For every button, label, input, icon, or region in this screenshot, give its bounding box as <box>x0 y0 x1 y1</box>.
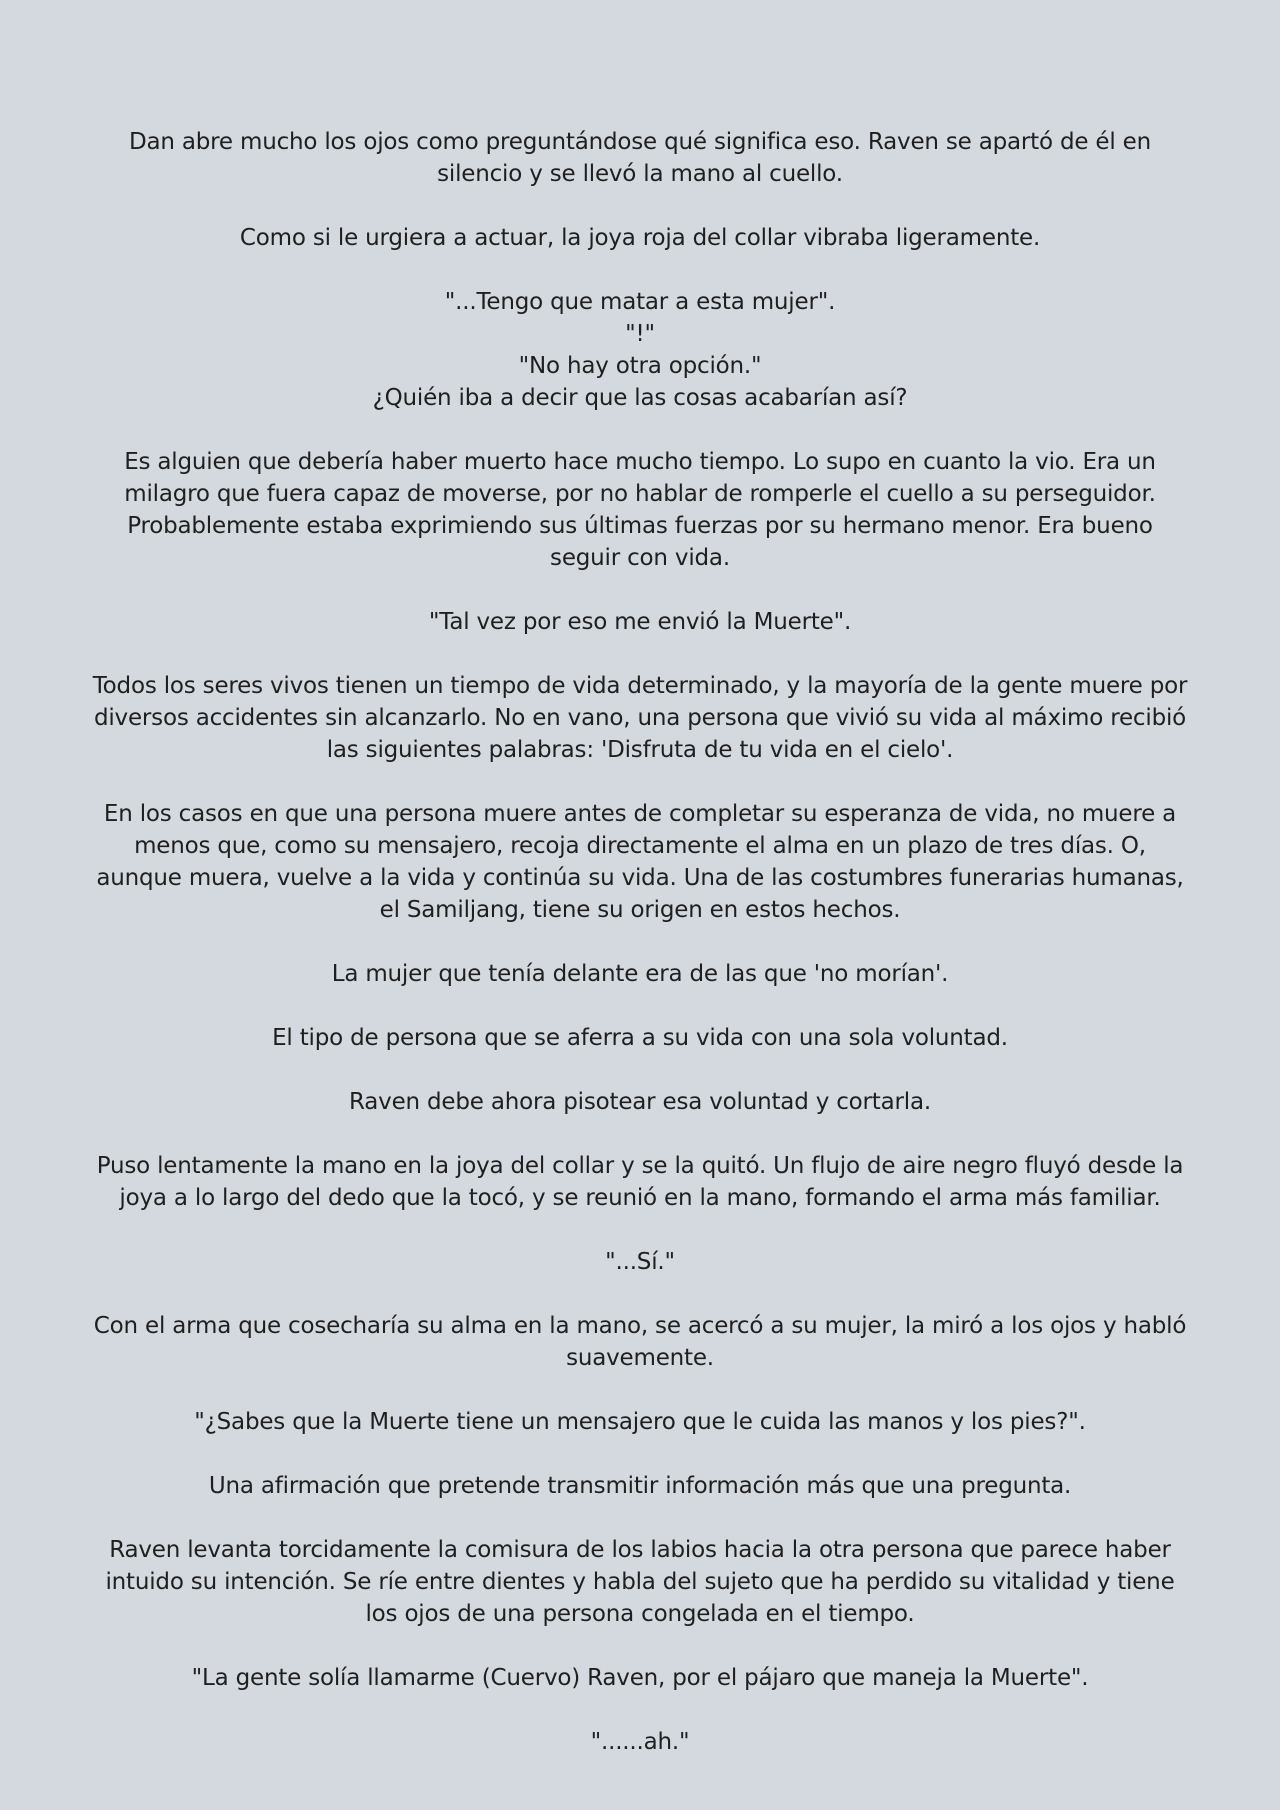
dialogue-line-1: "...Tengo que matar a esta mujer". <box>444 289 836 315</box>
paragraph-8: El tipo de persona que se aferra a su vida con una sola voluntad. <box>272 1025 1008 1051</box>
paragraph-13: "¿Sabes que la Muerte tiene un mensajero que le cuida las manos y los pies?". <box>194 1409 1086 1435</box>
paragraph-12: Con el arma que cosecharía su alma en la mano, se acercó a su mujer, la miró a los ojos y habló suavemente. <box>93 1313 1187 1371</box>
paragraph-3: Es alguien que debería haber muerto hace mucho tiempo. Lo supo en cuanto la vio. Era un milagro que fuera capaz de moverse, por no hablar de romperle el cuello a su perseguidor. Probablemente estaba exprimiendo sus últimas fuerzas por su hermano menor. Era bueno seguir con vida. <box>124 449 1156 571</box>
dialogue-line-4: ¿Quién iba a decir que las cosas acabarían así? <box>372 385 908 411</box>
paragraph-10: Puso lentamente la mano en la joya del collar y se la quitó. Un flujo de aire negro fluyó desde la joya a lo largo del dedo que la tocó, y se reunió en la mano, formando el arma más familiar. <box>96 1153 1184 1211</box>
paragraph-9: Raven debe ahora pisotear esa voluntad y cortarla. <box>349 1089 931 1115</box>
paragraph-16: "La gente solía llamarme (Cuervo) Raven, por el pájaro que maneja la Muerte". <box>191 1665 1089 1691</box>
paragraph-6: En los casos en que una persona muere antes de completar su esperanza de vida, no muere a menos que, como su mensajero, recoja directamente el alma en un plazo de tres días. O, aunque muera, vuelve a la vida y continúa su vida. Una de las costumbres funerarias humanas, el Samiljang, tiene su origen en estos hechos. <box>96 801 1184 923</box>
paragraph-7: La mujer que tenía delante era de las que 'no morían'. <box>331 961 949 987</box>
paragraph-4: "Tal vez por eso me envió la Muerte". <box>428 609 852 635</box>
paragraph-17: "......ah." <box>590 1729 690 1755</box>
dialogue-line-3: "No hay otra opción." <box>518 353 762 379</box>
paragraph-1: Dan abre mucho los ojos como preguntándose qué significa eso. Raven se apartó de él en silencio y se llevó la mano al cuello. <box>128 129 1152 187</box>
paragraph-14: Una afirmación que pretende transmitir información más que una pregunta. <box>208 1473 1072 1499</box>
dialogue-line-2: "!" <box>625 321 655 347</box>
paragraph-11: "...Sí." <box>605 1249 675 1275</box>
paragraph-15: Raven levanta torcidamente la comisura de los labios hacia la otra persona que parece haber intuido su intención. Se ríe entre dientes y habla del sujeto que ha perdido su vitalidad y tiene los ojos de una persona congelada en el tiempo. <box>105 1537 1175 1627</box>
paragraph-2: Como si le urgiera a actuar, la joya roja del collar vibraba ligeramente. <box>239 225 1041 251</box>
story-text <box>90 126 1190 1758</box>
paragraph-5: Todos los seres vivos tienen un tiempo de vida determinado, y la mayoría de la gente muere por diversos accidentes sin alcanzarlo. No en vano, una persona que vivió su vida al máximo recibió las siguientes palabras: 'Disfruta de tu vida en el cielo'. <box>92 673 1188 763</box>
